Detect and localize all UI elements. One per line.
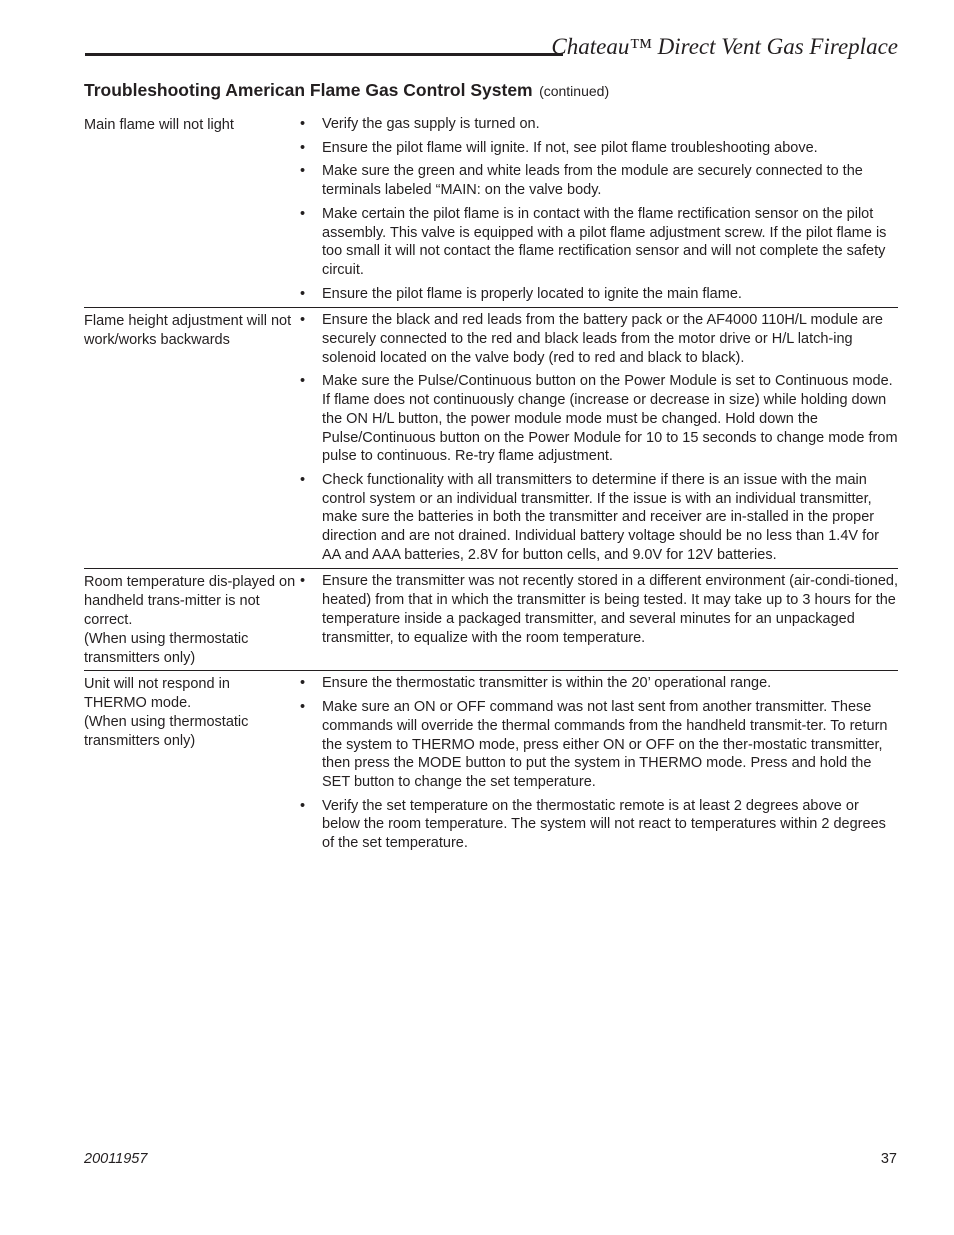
symptom-text: Main flame will not light [84,117,234,133]
remedy-text: Verify the gas supply is turned on. [322,116,540,132]
list-item [298,797,898,853]
remedy-list [296,572,898,668]
remedy-list [296,115,898,305]
symptom-cell [84,311,296,566]
section-title: Troubleshooting American Flame Gas Control System [84,80,533,100]
bullet-icon: • [300,139,306,156]
remedy-text: Check functionality with all transmitters to determine if there is an issue with the main control system or an individual transmitter. If the issue is with an individual transmitter, make sure the batteries in both the transmitter and receiver are in-stalled in the proper direction and are not drained. Individual battery voltage should be no less than 1.4V for AA and AAA batteries, 2.8V for button cells, and 9.0V for 12V batteries. [322,471,880,563]
symptom-text: Flame height adjustment will not work/works backwards [84,313,292,349]
list-item [298,471,898,565]
remedy-text: Make sure the Pulse/Continuous button on the Power Module is set to Continuous mode. If flame does not continuously change (increase or decrease in size) while holding down the ON H/L button, the power module mode must be changed. Hold down the Pulse/Continuous button on the Power Module for 10 to 15 seconds to change mode from pulse to continuous. Re-try flame adjustment. [322,373,898,465]
list-item [298,285,898,304]
remedy-text: Make sure the green and white leads from the module are securely connected to the terminals labeled “MAIN: on the valve body. [322,163,863,199]
bullet-icon: • [300,675,306,692]
symptom-cell [84,115,296,305]
document-number: 20011957 [84,1151,148,1167]
bullet-icon: • [300,699,306,716]
table-row [84,112,898,307]
symptom-text: (When using thermostatic transmitters only) [84,631,249,667]
bullet-icon: • [300,312,306,329]
section-subtitle: (continued) [539,83,610,99]
remedy-text: Ensure the pilot flame will ignite. If not, see pilot flame troubleshooting above. [322,139,818,156]
bullet-icon: • [300,163,306,180]
remedy-text: Verify the set temperature on the thermostatic remote is at least 2 degrees above or below the room temperature. The system will not react to temperatures within 2 degrees of the set temperature. [322,797,886,852]
symptom-text: Room temperature dis-played on handheld trans-mitter is not correct. [84,574,296,629]
bullet-icon: • [300,285,306,302]
bullet-icon: • [300,373,306,390]
list-item [298,311,898,367]
list-item [298,674,898,693]
remedy-list [296,674,898,854]
section-heading [84,80,609,101]
document-header-title: Chateau™ Direct Vent Gas Fireplace [551,34,898,59]
table-row [84,307,898,568]
header-rule [85,53,563,56]
symptom-cell [84,674,296,854]
list-item [298,698,898,792]
list-item [298,372,898,466]
troubleshooting-table [84,112,898,857]
remedy-text: Ensure the thermostatic transmitter is within the 20’ operational range. [322,675,772,692]
list-item [298,115,898,134]
table-row [84,568,898,670]
symptom-cell [84,572,296,668]
bullet-icon: • [300,573,306,590]
page-number: 37 [880,1151,897,1167]
remedy-text: Make certain the pilot flame is in contact with the flame rectification sensor on the pilot assembly. This valve is equipped with a pilot flame adjustment screw. If the pilot flame is too small it will not contact the flame rectification sensor and will not complete the safety circuit. [322,205,887,278]
bullet-icon: • [300,797,306,814]
list-item [298,205,898,280]
remedy-text: Ensure the transmitter was not recently stored in a different environment (air-condi-tioned, heated) from that in which the transmitter is being tested. It may take up to 3 hours for the temperature inside a packaged transmitter, and several minutes for an unpackaged transmitter, to equalize with the room temperature. [322,573,898,646]
symptom-text: (When using thermostatic transmitters only) [84,714,249,750]
bullet-icon: • [300,205,306,222]
remedy-text: Ensure the pilot flame is properly located to ignite the main flame. [322,285,742,302]
list-item [298,139,898,158]
table-row [84,670,898,856]
remedy-list [296,311,898,566]
list-item [298,162,898,199]
bullet-icon: • [300,471,306,488]
symptom-text: Unit will not respond in THERMO mode. [84,676,230,712]
remedy-text: Ensure the black and red leads from the battery pack or the AF4000 110H/L module are securely connected to the red and black leads from the motor drive or H/L latch-ing solenoid located on the valve body (red to red and black to black). [322,312,883,366]
bullet-icon: • [300,116,306,132]
remedy-text: Make sure an ON or OFF command was not last sent from another transmitter. These commands will override the thermal commands from the handheld transmit-ter. To return the system to THERMO mode, press either ON or OFF on the ther-mostatic transmitter, then press the MODE button to put the system in THERMO mode. Press and hold the SET button to change the set temperature. [322,699,888,790]
list-item [298,572,898,647]
